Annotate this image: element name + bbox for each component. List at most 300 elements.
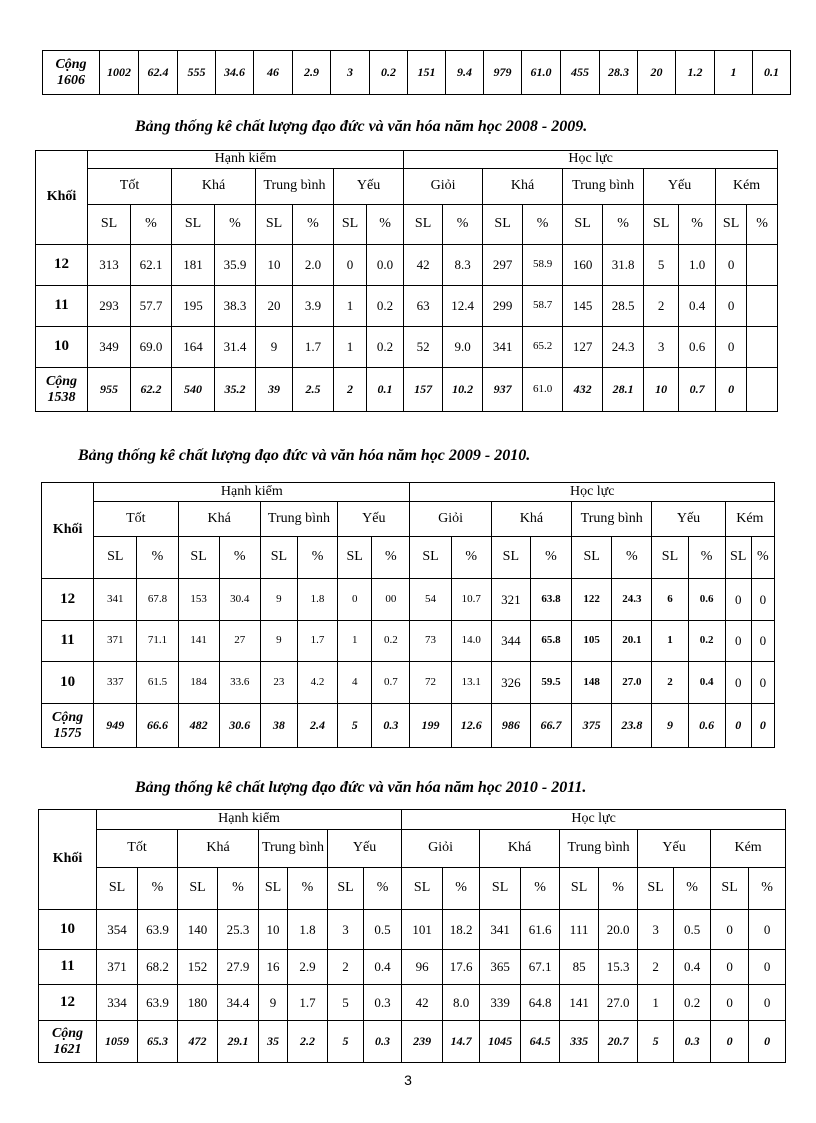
table-cell: 16 [259,950,288,985]
table-cell: 0.5 [364,910,402,950]
sub-header: SL [178,868,218,910]
table-cell: 0 [711,985,749,1021]
table-cell [747,327,778,368]
table-cell: 3 [328,910,364,950]
total-cell: 540 [172,368,215,412]
sub-header: SL [338,537,372,579]
table-cell: 145 [563,286,603,327]
category-header: Tốt [88,169,172,205]
table-cell: 1.7 [293,327,334,368]
table-row [39,910,786,950]
table-cell: 52 [404,327,443,368]
total-cell: 61.0 [522,51,561,95]
sub-header: SL [259,868,288,910]
row-khoi: 12 [39,985,97,1021]
total-cell: 3 [331,51,370,95]
table-cell: 62.1 [131,245,172,286]
table-cell: 321 [491,579,530,621]
table-cell: 341 [480,910,521,950]
table-cell: 18.2 [443,910,480,950]
total-cell: 1002 [100,51,139,95]
table-cell: 13.1 [451,662,491,704]
table-cell: 127 [563,327,603,368]
category-header: Khá [483,169,563,205]
table-cell: 20.0 [599,910,638,950]
sub-header: SL [716,205,747,245]
table-cell: 15.3 [599,950,638,985]
table-cell: 38.3 [215,286,256,327]
table-cell: 6 [652,579,688,621]
table-cell: 0.6 [688,579,725,621]
table-cell: 195 [172,286,215,327]
category-header: Trung bình [256,169,334,205]
total-cell: 199 [410,704,451,748]
table-cell: 9 [260,621,297,662]
total-cell: 9.4 [446,51,484,95]
table-cell: 61.5 [137,662,178,704]
category-header: Yếu [638,830,711,868]
total-cell: 1.2 [676,51,715,95]
total-cell: 157 [404,368,443,412]
table-cell: 34.4 [218,985,259,1021]
table-cell: 293 [88,286,131,327]
table-cell: 0.4 [674,950,711,985]
table-cell: 4 [338,662,372,704]
table-cell: 12.4 [443,286,483,327]
table-cell: 2 [328,950,364,985]
table-cell: 160 [563,245,603,286]
sub-header: % [367,205,404,245]
table-cell: 73 [410,621,451,662]
table-cell: 33.6 [219,662,260,704]
table-cell: 5 [328,985,364,1021]
hoc-luc-header: Học lực [404,151,778,169]
table-cell: 349 [88,327,131,368]
table-cell: 0 [725,579,751,621]
table-cell: 0.4 [364,950,402,985]
category-header: Kém [711,830,786,868]
table-cell: 58.7 [523,286,563,327]
total-cell: 239 [402,1021,443,1063]
total-cell: 0.7 [679,368,716,412]
table-cell: 1 [638,985,674,1021]
sub-header: SL [172,205,215,245]
table-cell: 24.3 [612,579,652,621]
total-cell: 10.2 [443,368,483,412]
table-cell: 0.5 [674,910,711,950]
khoi-header: Khối [36,151,88,245]
table-2009-2010 [41,482,775,748]
table-cell: 1 [334,327,367,368]
row-khoi: 11 [39,950,97,985]
table-cell: 65.2 [523,327,563,368]
table-cell: 101 [402,910,443,950]
table-cell: 1 [652,621,688,662]
total-label: Cộng 1606 [43,51,100,95]
total-label: Cộng 1575 [42,704,94,748]
row-khoi: 10 [42,662,94,704]
sub-header: SL [644,205,679,245]
table-cell: 164 [172,327,215,368]
total-label: Cộng 1621 [39,1021,97,1063]
sub-header: % [688,537,725,579]
table-cell: 339 [480,985,521,1021]
category-header: Khá [491,502,571,537]
table-cell: 354 [97,910,138,950]
sub-header: SL [404,205,443,245]
table-cell: 153 [178,579,219,621]
table-cell: 2 [638,950,674,985]
table-cell: 58.9 [523,245,563,286]
table-cell: 1 [338,621,372,662]
category-header: Yếu [652,502,725,537]
total-cell: 482 [178,704,219,748]
table-cell: 0.2 [367,327,404,368]
total-cell: 65.3 [138,1021,178,1063]
hoc-luc-header: Học lực [410,483,775,502]
total-cell [747,368,778,412]
table-3-title: Bảng thống kê chất lượng đạo đức và văn hóa năm học 2010 - 2011. [135,779,587,796]
total-cell: 0.3 [372,704,410,748]
sub-header: % [215,205,256,245]
total-cell: 38 [260,704,297,748]
sub-header: SL [88,205,131,245]
table-cell: 31.4 [215,327,256,368]
total-cell: 64.5 [521,1021,560,1063]
category-header: Trung bình [259,830,328,868]
table-cell: 67.1 [521,950,560,985]
table-cell: 0.2 [367,286,404,327]
table-cell: 23 [260,662,297,704]
previous-table-total-row [42,50,791,95]
table-cell: 1.8 [288,910,328,950]
table-cell: 371 [97,950,138,985]
table-cell: 341 [483,327,523,368]
sub-header: % [674,868,711,910]
category-header: Trung bình [563,169,644,205]
sub-header: SL [97,868,138,910]
sub-header: SL [328,868,364,910]
category-header: Trung bình [572,502,652,537]
table-cell: 111 [560,910,599,950]
table-cell: 10 [259,910,288,950]
table-cell: 42 [402,985,443,1021]
table-cell: 27.0 [612,662,652,704]
table-cell: 2.9 [288,950,328,985]
sub-header: % [293,205,334,245]
total-cell: 0.1 [367,368,404,412]
table-cell: 9.0 [443,327,483,368]
total-cell: 472 [178,1021,218,1063]
sub-header: % [747,205,778,245]
table-cell [747,245,778,286]
sub-header: % [530,537,571,579]
category-header: Kém [725,502,774,537]
table-cell: 63.9 [138,910,178,950]
total-cell: 28.1 [603,368,644,412]
sub-header: % [219,537,260,579]
table-cell: 0 [749,910,786,950]
table-cell: 14.0 [451,621,491,662]
table-cell: 2 [652,662,688,704]
table-cell: 0 [725,662,751,704]
total-cell: 937 [483,368,523,412]
table-cell: 69.0 [131,327,172,368]
table-2-title: Bảng thống kê chất lượng đạo đức và văn hóa năm học 2009 - 2010. [78,447,531,464]
total-cell: 986 [491,704,530,748]
total-row [42,704,775,748]
total-row [36,368,778,412]
table-cell: 141 [178,621,219,662]
table-cell: 1 [334,286,367,327]
table-cell: 63 [404,286,443,327]
hanh-kiem-header: Hạnh kiểm [88,151,404,169]
sub-header: SL [638,868,674,910]
table-cell: 0 [711,910,749,950]
table-cell: 337 [94,662,137,704]
total-cell: 20.7 [599,1021,638,1063]
table-cell: 27 [219,621,260,662]
total-cell: 555 [178,51,216,95]
row-khoi: 10 [36,327,88,368]
table-cell: 59.5 [530,662,571,704]
table-cell: 61.6 [521,910,560,950]
total-cell: 66.7 [530,704,571,748]
table-row [36,245,778,286]
category-header: Khá [178,830,259,868]
total-cell: 0 [725,704,751,748]
table-cell: 63.9 [138,985,178,1021]
table-cell: 71.1 [137,621,178,662]
total-cell: 62.4 [139,51,178,95]
total-cell: 455 [561,51,600,95]
category-header: Trung bình [560,830,638,868]
table-row [36,327,778,368]
sub-header: % [443,205,483,245]
table-cell: 28.5 [603,286,644,327]
table-cell: 64.8 [521,985,560,1021]
table-cell: 0.0 [367,245,404,286]
table-cell: 0.3 [364,985,402,1021]
total-cell: 2 [334,368,367,412]
table-cell: 326 [491,662,530,704]
table-cell: 180 [178,985,218,1021]
table-cell: 3 [644,327,679,368]
sub-header: % [137,537,178,579]
table-row [39,950,786,985]
table-row [42,662,775,704]
table-cell: 85 [560,950,599,985]
total-cell: 39 [256,368,293,412]
table-cell: 299 [483,286,523,327]
total-cell: 151 [408,51,446,95]
table-cell: 3.9 [293,286,334,327]
table-cell: 0 [338,579,372,621]
table-cell: 72 [410,662,451,704]
table-cell: 27.9 [218,950,259,985]
sub-header: % [443,868,480,910]
total-cell: 14.7 [443,1021,480,1063]
table-cell: 2 [644,286,679,327]
table-cell: 4.2 [297,662,337,704]
sub-header: % [297,537,337,579]
sub-header: % [679,205,716,245]
table-cell: 65.8 [530,621,571,662]
table-cell: 141 [560,985,599,1021]
table-cell: 9 [260,579,297,621]
table-cell: 1.7 [288,985,328,1021]
table-cell: 0 [749,950,786,985]
sub-header: SL [334,205,367,245]
total-cell: 949 [94,704,137,748]
sub-header: SL [260,537,297,579]
table-cell: 105 [572,621,612,662]
sub-header: % [603,205,644,245]
total-label: Cộng 1538 [36,368,88,412]
total-cell: 35.2 [215,368,256,412]
sub-header: % [521,868,560,910]
table-cell: 344 [491,621,530,662]
table-cell: 68.2 [138,950,178,985]
total-cell: 61.0 [523,368,563,412]
table-row [42,621,775,662]
table-cell: 20.1 [612,621,652,662]
total-cell: 12.6 [451,704,491,748]
total-cell: 9 [652,704,688,748]
sub-header: SL [563,205,603,245]
sub-header: % [751,537,774,579]
total-cell: 2.9 [293,51,331,95]
table-cell: 10 [256,245,293,286]
row-khoi: 11 [42,621,94,662]
sub-header: SL [94,537,137,579]
sub-header: SL [483,205,523,245]
table-cell: 30.4 [219,579,260,621]
table-cell: 8.3 [443,245,483,286]
total-cell: 2.5 [293,368,334,412]
table-cell: 0 [751,621,774,662]
total-cell: 5 [338,704,372,748]
table-cell: 0.4 [679,286,716,327]
table-cell: 35.9 [215,245,256,286]
table-cell: 0.4 [688,662,725,704]
sub-header: SL [480,868,521,910]
category-header: Trung bình [260,502,337,537]
total-cell: 0.1 [753,51,791,95]
table-cell: 0 [725,621,751,662]
total-cell: 0 [751,704,774,748]
total-cell: 62.2 [131,368,172,412]
hanh-kiem-header: Hạnh kiểm [94,483,410,502]
table-cell: 184 [178,662,219,704]
hoc-luc-header: Học lực [402,810,786,830]
total-cell: 0.6 [688,704,725,748]
table-cell: 10.7 [451,579,491,621]
table-cell: 1.7 [297,621,337,662]
sub-header: SL [725,537,751,579]
total-cell: 0 [716,368,747,412]
table-cell: 0.6 [679,327,716,368]
table-cell: 67.8 [137,579,178,621]
page-number: 3 [404,1072,412,1088]
table-cell: 00 [372,579,410,621]
category-header: Khá [172,169,256,205]
sub-header: % [523,205,563,245]
total-cell: 28.3 [600,51,638,95]
sub-header: % [451,537,491,579]
table-cell: 0.2 [674,985,711,1021]
table-cell: 140 [178,910,218,950]
total-cell: 0.3 [674,1021,711,1063]
category-header: Khá [178,502,260,537]
row-khoi: 12 [36,245,88,286]
sub-header: % [138,868,178,910]
table-cell: 57.7 [131,286,172,327]
table-cell: 63.8 [530,579,571,621]
row-khoi: 12 [42,579,94,621]
total-cell: 1059 [97,1021,138,1063]
table-cell: 0.7 [372,662,410,704]
category-header: Giỏi [402,830,480,868]
sub-header: % [612,537,652,579]
table-cell: 152 [178,950,218,985]
sub-header: SL [572,537,612,579]
category-header: Yếu [644,169,716,205]
sub-header: SL [652,537,688,579]
total-cell: 2.4 [297,704,337,748]
total-cell: 20 [638,51,676,95]
total-cell: 979 [484,51,522,95]
total-cell: 5 [328,1021,364,1063]
sub-header: % [218,868,259,910]
total-cell: 2.2 [288,1021,328,1063]
table-cell: 1.0 [679,245,716,286]
sub-header: % [364,868,402,910]
table-cell: 0 [334,245,367,286]
table-cell: 0 [716,327,747,368]
table-cell: 0 [751,579,774,621]
table-cell: 0.2 [688,621,725,662]
table-cell: 148 [572,662,612,704]
sub-header: % [599,868,638,910]
sub-header: SL [711,868,749,910]
total-cell: 29.1 [218,1021,259,1063]
table-cell: 297 [483,245,523,286]
category-header: Khá [480,830,560,868]
table-cell: 313 [88,245,131,286]
total-cell: 432 [563,368,603,412]
sub-header: SL [410,537,451,579]
table-cell: 0.2 [372,621,410,662]
table-cell: 3 [638,910,674,950]
total-cell: 1045 [480,1021,521,1063]
row-khoi: 11 [36,286,88,327]
category-header: Tốt [94,502,178,537]
sub-header: SL [402,868,443,910]
table-cell: 0 [711,950,749,985]
table-cell: 334 [97,985,138,1021]
table-cell: 31.8 [603,245,644,286]
total-cell: 1 [715,51,753,95]
total-cell: 30.6 [219,704,260,748]
total-cell: 955 [88,368,131,412]
sub-header: SL [560,868,599,910]
category-header: Yếu [338,502,410,537]
table-cell: 54 [410,579,451,621]
table-cell: 181 [172,245,215,286]
table-cell: 1.8 [297,579,337,621]
table-cell: 122 [572,579,612,621]
